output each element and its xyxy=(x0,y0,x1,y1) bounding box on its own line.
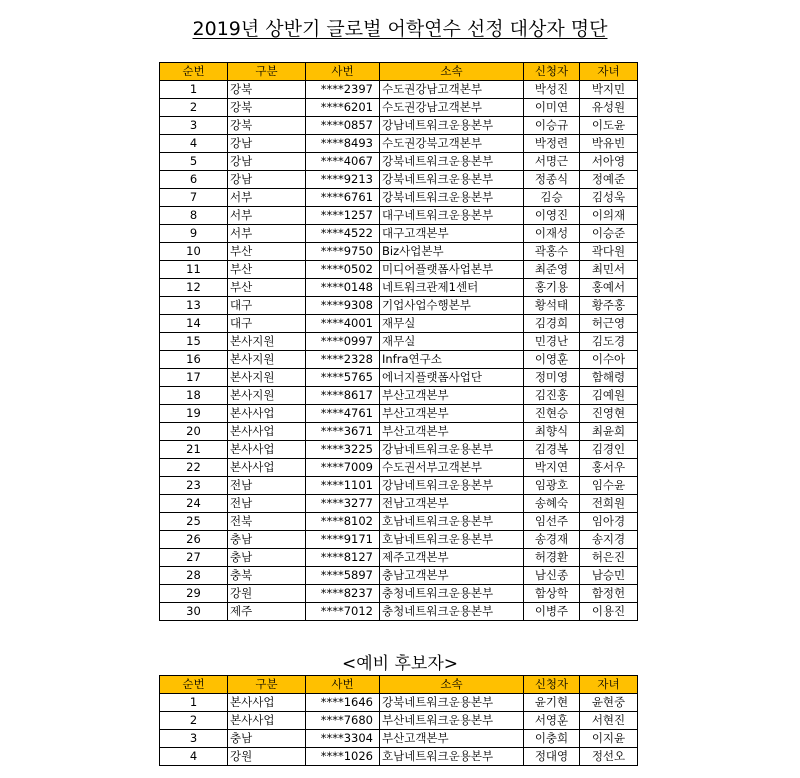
header-division: 구분 xyxy=(228,676,306,694)
cell-employee-id: ****3304 xyxy=(306,730,380,748)
table-row xyxy=(160,99,638,117)
cell-division: 강남 xyxy=(228,153,306,171)
table-row xyxy=(160,423,638,441)
cell-applicant: 김승 xyxy=(524,189,580,207)
cell-division: 강북 xyxy=(228,81,306,99)
cell-seq: 23 xyxy=(160,477,228,495)
cell-employee-id: ****9171 xyxy=(306,531,380,549)
cell-seq: 13 xyxy=(160,297,228,315)
table-row xyxy=(160,279,638,297)
cell-seq: 24 xyxy=(160,495,228,513)
cell-employee-id: ****0857 xyxy=(306,117,380,135)
cell-child: 정예준 xyxy=(580,171,638,189)
cell-child: 허은진 xyxy=(580,549,638,567)
cell-affiliation: 충남고객본부 xyxy=(380,567,524,585)
cell-applicant: 홍기용 xyxy=(524,279,580,297)
cell-employee-id: ****3225 xyxy=(306,441,380,459)
cell-affiliation: 호남네트워크운용본부 xyxy=(380,531,524,549)
header-employee-id: 사번 xyxy=(306,63,380,81)
cell-employee-id: ****1646 xyxy=(306,694,380,712)
table-row xyxy=(160,117,638,135)
cell-seq: 16 xyxy=(160,351,228,369)
cell-child: 임아경 xyxy=(580,513,638,531)
cell-applicant: 윤기현 xyxy=(524,694,580,712)
cell-affiliation: 부산네트워크운용본부 xyxy=(380,712,524,730)
cell-applicant: 황석태 xyxy=(524,297,580,315)
cell-division: 본사사업 xyxy=(228,441,306,459)
table-row xyxy=(160,225,638,243)
header-child: 자녀 xyxy=(580,676,638,694)
cell-child: 윤현중 xyxy=(580,694,638,712)
cell-affiliation: 호남네트워크운용본부 xyxy=(380,513,524,531)
header-employee-id: 사번 xyxy=(306,676,380,694)
cell-seq: 7 xyxy=(160,189,228,207)
cell-employee-id: ****0502 xyxy=(306,261,380,279)
cell-division: 강북 xyxy=(228,117,306,135)
cell-division: 제주 xyxy=(228,603,306,621)
cell-child: 곽다원 xyxy=(580,243,638,261)
cell-seq: 29 xyxy=(160,585,228,603)
cell-seq: 21 xyxy=(160,441,228,459)
cell-employee-id: ****4522 xyxy=(306,225,380,243)
cell-applicant: 정종식 xyxy=(524,171,580,189)
table-row xyxy=(160,243,638,261)
table-row xyxy=(160,549,638,567)
cell-applicant: 박정련 xyxy=(524,135,580,153)
cell-employee-id: ****1101 xyxy=(306,477,380,495)
cell-child: 김경인 xyxy=(580,441,638,459)
header-affiliation: 소속 xyxy=(380,676,524,694)
cell-applicant: 이영진 xyxy=(524,207,580,225)
reserve-candidates-table xyxy=(159,675,638,766)
cell-division: 전남 xyxy=(228,477,306,495)
cell-employee-id: ****2328 xyxy=(306,351,380,369)
table-row xyxy=(160,81,638,99)
cell-child: 김예원 xyxy=(580,387,638,405)
cell-affiliation: 수도권서부고객본부 xyxy=(380,459,524,477)
cell-division: 본사사업 xyxy=(228,405,306,423)
table-row xyxy=(160,405,638,423)
cell-child: 박지민 xyxy=(580,81,638,99)
cell-seq: 19 xyxy=(160,405,228,423)
cell-employee-id: ****5897 xyxy=(306,567,380,585)
table-row xyxy=(160,261,638,279)
cell-employee-id: ****8127 xyxy=(306,549,380,567)
cell-seq: 10 xyxy=(160,243,228,261)
cell-applicant: 민경난 xyxy=(524,333,580,351)
cell-division: 부산 xyxy=(228,279,306,297)
cell-affiliation: 대구네트워크운용본부 xyxy=(380,207,524,225)
table-row xyxy=(160,351,638,369)
cell-division: 서부 xyxy=(228,225,306,243)
cell-affiliation: 재무실 xyxy=(380,315,524,333)
cell-applicant: 김경희 xyxy=(524,315,580,333)
cell-affiliation: 강북네트워크운용본부 xyxy=(380,189,524,207)
cell-applicant: 임광호 xyxy=(524,477,580,495)
cell-seq: 20 xyxy=(160,423,228,441)
cell-seq: 6 xyxy=(160,171,228,189)
cell-affiliation: 강북네트워크운용본부 xyxy=(380,171,524,189)
table-row xyxy=(160,477,638,495)
cell-employee-id: ****4067 xyxy=(306,153,380,171)
cell-child: 함해령 xyxy=(580,369,638,387)
cell-affiliation: 부산고객본부 xyxy=(380,405,524,423)
cell-child: 황주홍 xyxy=(580,297,638,315)
cell-applicant: 박성진 xyxy=(524,81,580,99)
cell-applicant: 최준영 xyxy=(524,261,580,279)
cell-child: 이용진 xyxy=(580,603,638,621)
cell-affiliation: 부산고객본부 xyxy=(380,387,524,405)
cell-employee-id: ****9213 xyxy=(306,171,380,189)
cell-seq: 3 xyxy=(160,730,228,748)
cell-division: 강남 xyxy=(228,171,306,189)
table-row xyxy=(160,369,638,387)
cell-division: 대구 xyxy=(228,297,306,315)
cell-applicant: 이재성 xyxy=(524,225,580,243)
table-row xyxy=(160,207,638,225)
cell-child: 허근영 xyxy=(580,315,638,333)
cell-affiliation: 재무실 xyxy=(380,333,524,351)
cell-affiliation: 제주고객본부 xyxy=(380,549,524,567)
cell-applicant: 서영훈 xyxy=(524,712,580,730)
cell-child: 서현진 xyxy=(580,712,638,730)
cell-affiliation: 미디어플랫폼사업본부 xyxy=(380,261,524,279)
cell-affiliation: 충청네트워크운용본부 xyxy=(380,585,524,603)
header-division: 구분 xyxy=(228,63,306,81)
cell-applicant: 이미연 xyxy=(524,99,580,117)
table-row xyxy=(160,730,638,748)
cell-seq: 12 xyxy=(160,279,228,297)
cell-division: 대구 xyxy=(228,315,306,333)
cell-employee-id: ****4761 xyxy=(306,405,380,423)
cell-applicant: 곽홍수 xyxy=(524,243,580,261)
table-row xyxy=(160,189,638,207)
cell-affiliation: 부산고객본부 xyxy=(380,730,524,748)
cell-applicant: 진현승 xyxy=(524,405,580,423)
cell-seq: 2 xyxy=(160,99,228,117)
cell-employee-id: ****7680 xyxy=(306,712,380,730)
cell-employee-id: ****7009 xyxy=(306,459,380,477)
cell-child: 박유빈 xyxy=(580,135,638,153)
cell-division: 강남 xyxy=(228,135,306,153)
cell-seq: 1 xyxy=(160,81,228,99)
cell-child: 이의재 xyxy=(580,207,638,225)
cell-child: 홍서우 xyxy=(580,459,638,477)
cell-child: 진영현 xyxy=(580,405,638,423)
cell-affiliation: 강남네트워크운용본부 xyxy=(380,441,524,459)
cell-division: 강원 xyxy=(228,585,306,603)
cell-seq: 17 xyxy=(160,369,228,387)
table-row xyxy=(160,441,638,459)
cell-child: 송지경 xyxy=(580,531,638,549)
cell-child: 남승민 xyxy=(580,567,638,585)
selected-candidates-table xyxy=(159,62,638,621)
cell-seq: 1 xyxy=(160,694,228,712)
cell-seq: 4 xyxy=(160,135,228,153)
cell-division: 본사사업 xyxy=(228,423,306,441)
cell-division: 강원 xyxy=(228,748,306,766)
cell-applicant: 이영훈 xyxy=(524,351,580,369)
table-row xyxy=(160,459,638,477)
cell-affiliation: 강남네트워크운용본부 xyxy=(380,477,524,495)
cell-child: 전희원 xyxy=(580,495,638,513)
header-seq: 순번 xyxy=(160,676,228,694)
cell-seq: 15 xyxy=(160,333,228,351)
cell-applicant: 허경환 xyxy=(524,549,580,567)
cell-child: 함정헌 xyxy=(580,585,638,603)
cell-division: 본사지원 xyxy=(228,333,306,351)
table-row xyxy=(160,297,638,315)
table-row xyxy=(160,153,638,171)
page-title-text: 2019년 상반기 글로벌 어학연수 선정 대상자 명단 xyxy=(192,18,608,40)
cell-affiliation: 부산고객본부 xyxy=(380,423,524,441)
cell-employee-id: ****3671 xyxy=(306,423,380,441)
cell-employee-id: ****4001 xyxy=(306,315,380,333)
cell-affiliation: Biz사업본부 xyxy=(380,243,524,261)
cell-division: 본사지원 xyxy=(228,369,306,387)
table-row xyxy=(160,531,638,549)
cell-seq: 28 xyxy=(160,567,228,585)
cell-seq: 3 xyxy=(160,117,228,135)
cell-affiliation: 전남고객본부 xyxy=(380,495,524,513)
table-row xyxy=(160,513,638,531)
cell-employee-id: ****8617 xyxy=(306,387,380,405)
header-applicant: 신청자 xyxy=(524,63,580,81)
cell-affiliation: 수도권강남고객본부 xyxy=(380,99,524,117)
header-seq: 순번 xyxy=(160,63,228,81)
cell-employee-id: ****8493 xyxy=(306,135,380,153)
cell-division: 전남 xyxy=(228,495,306,513)
table-row xyxy=(160,712,638,730)
cell-affiliation: 호남네트워크운용본부 xyxy=(380,748,524,766)
cell-division: 충남 xyxy=(228,549,306,567)
cell-child: 최민서 xyxy=(580,261,638,279)
cell-child: 이승준 xyxy=(580,225,638,243)
cell-applicant: 최향식 xyxy=(524,423,580,441)
cell-applicant: 김경복 xyxy=(524,441,580,459)
cell-division: 충북 xyxy=(228,567,306,585)
cell-child: 김도경 xyxy=(580,333,638,351)
table-row xyxy=(160,585,638,603)
cell-applicant: 남신종 xyxy=(524,567,580,585)
cell-seq: 9 xyxy=(160,225,228,243)
cell-employee-id: ****6201 xyxy=(306,99,380,117)
cell-child: 홍예서 xyxy=(580,279,638,297)
cell-division: 전북 xyxy=(228,513,306,531)
cell-affiliation: 네트워크관제1센터 xyxy=(380,279,524,297)
cell-employee-id: ****9750 xyxy=(306,243,380,261)
cell-seq: 30 xyxy=(160,603,228,621)
cell-seq: 8 xyxy=(160,207,228,225)
page-title xyxy=(0,14,800,41)
cell-affiliation: 에너지플랫폼사업단 xyxy=(380,369,524,387)
cell-applicant: 임선주 xyxy=(524,513,580,531)
cell-employee-id: ****9308 xyxy=(306,297,380,315)
cell-employee-id: ****0997 xyxy=(306,333,380,351)
cell-seq: 25 xyxy=(160,513,228,531)
cell-affiliation: 강남네트워크운용본부 xyxy=(380,117,524,135)
cell-applicant: 김진홍 xyxy=(524,387,580,405)
cell-division: 서부 xyxy=(228,189,306,207)
cell-employee-id: ****6761 xyxy=(306,189,380,207)
cell-division: 본사사업 xyxy=(228,694,306,712)
cell-seq: 14 xyxy=(160,315,228,333)
cell-seq: 26 xyxy=(160,531,228,549)
cell-child: 이도윤 xyxy=(580,117,638,135)
table-header-row xyxy=(160,63,638,81)
cell-seq: 2 xyxy=(160,712,228,730)
cell-seq: 11 xyxy=(160,261,228,279)
cell-child: 임수윤 xyxy=(580,477,638,495)
cell-employee-id: ****1257 xyxy=(306,207,380,225)
cell-employee-id: ****0148 xyxy=(306,279,380,297)
cell-division: 부산 xyxy=(228,261,306,279)
cell-applicant: 함상학 xyxy=(524,585,580,603)
cell-affiliation: 강북네트워크운용본부 xyxy=(380,694,524,712)
cell-affiliation: 강북네트워크운용본부 xyxy=(380,153,524,171)
cell-applicant: 정대영 xyxy=(524,748,580,766)
cell-employee-id: ****1026 xyxy=(306,748,380,766)
cell-division: 본사지원 xyxy=(228,351,306,369)
cell-employee-id: ****5765 xyxy=(306,369,380,387)
cell-child: 정선오 xyxy=(580,748,638,766)
cell-applicant: 송혜숙 xyxy=(524,495,580,513)
cell-employee-id: ****7012 xyxy=(306,603,380,621)
cell-seq: 22 xyxy=(160,459,228,477)
cell-division: 충남 xyxy=(228,531,306,549)
header-affiliation: 소속 xyxy=(380,63,524,81)
cell-employee-id: ****3277 xyxy=(306,495,380,513)
cell-division: 본사사업 xyxy=(228,712,306,730)
table-row xyxy=(160,315,638,333)
cell-applicant: 박지연 xyxy=(524,459,580,477)
cell-division: 서부 xyxy=(228,207,306,225)
cell-seq: 27 xyxy=(160,549,228,567)
cell-applicant: 이충희 xyxy=(524,730,580,748)
table-row xyxy=(160,135,638,153)
cell-child: 최윤희 xyxy=(580,423,638,441)
cell-child: 이지윤 xyxy=(580,730,638,748)
cell-employee-id: ****8102 xyxy=(306,513,380,531)
header-child: 자녀 xyxy=(580,63,638,81)
cell-division: 충남 xyxy=(228,730,306,748)
table-row xyxy=(160,694,638,712)
cell-affiliation: 수도권강남고객본부 xyxy=(380,81,524,99)
cell-child: 유성원 xyxy=(580,99,638,117)
cell-affiliation: 충청네트워크운용본부 xyxy=(380,603,524,621)
table-row xyxy=(160,603,638,621)
cell-employee-id: ****2397 xyxy=(306,81,380,99)
cell-child: 서아영 xyxy=(580,153,638,171)
cell-seq: 5 xyxy=(160,153,228,171)
cell-division: 본사지원 xyxy=(228,387,306,405)
header-applicant: 신청자 xyxy=(524,676,580,694)
cell-seq: 18 xyxy=(160,387,228,405)
cell-applicant: 정미영 xyxy=(524,369,580,387)
table-row xyxy=(160,387,638,405)
cell-affiliation: 대구고객본부 xyxy=(380,225,524,243)
cell-applicant: 서명근 xyxy=(524,153,580,171)
table-row xyxy=(160,333,638,351)
cell-applicant: 이병주 xyxy=(524,603,580,621)
cell-applicant: 송경재 xyxy=(524,531,580,549)
cell-affiliation: 수도권강북고객본부 xyxy=(380,135,524,153)
cell-affiliation: Infra연구소 xyxy=(380,351,524,369)
cell-affiliation: 기업사업수행본부 xyxy=(380,297,524,315)
cell-employee-id: ****8237 xyxy=(306,585,380,603)
table-row xyxy=(160,171,638,189)
cell-seq: 4 xyxy=(160,748,228,766)
cell-applicant: 이승규 xyxy=(524,117,580,135)
reserve-title: <예비 후보자> xyxy=(341,654,458,674)
table-row xyxy=(160,495,638,513)
cell-division: 부산 xyxy=(228,243,306,261)
cell-division: 강북 xyxy=(228,99,306,117)
table-header-row xyxy=(160,676,638,694)
cell-division: 본사사업 xyxy=(228,459,306,477)
cell-child: 김성욱 xyxy=(580,189,638,207)
table-row xyxy=(160,567,638,585)
cell-child: 이수아 xyxy=(580,351,638,369)
table-row xyxy=(160,748,638,766)
